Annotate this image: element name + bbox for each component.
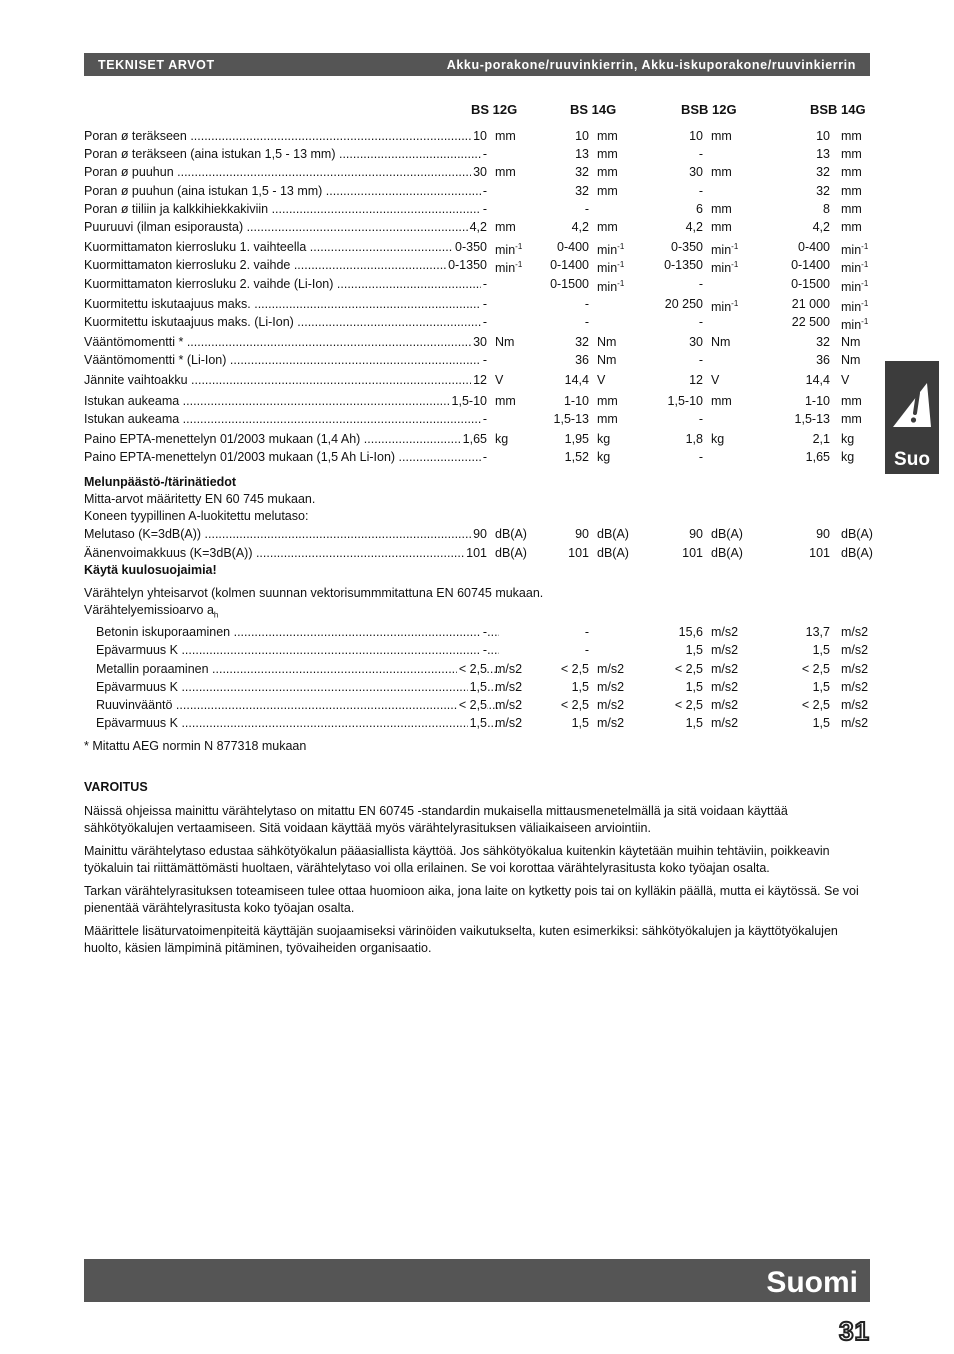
spec-value: 14,4 — [564, 373, 589, 388]
spec-value: 4,2 — [571, 219, 589, 234]
spec-unit: Nm — [841, 335, 861, 350]
spec-unit: mm — [841, 393, 862, 408]
vibration-unit: m/s2 — [841, 679, 869, 694]
spec-value: - — [698, 450, 703, 465]
spec-row — [84, 371, 870, 389]
spec-unit: kg — [841, 450, 855, 465]
noise-value: 101 — [809, 545, 830, 560]
vibration-unit: m/s2 — [841, 716, 869, 731]
spec-value: 1,65 — [805, 450, 830, 465]
noise-row — [84, 544, 873, 562]
spec-value: 0-1350 — [448, 258, 487, 273]
spec-value: 30 — [689, 165, 703, 180]
spec-unit-base: min — [597, 279, 618, 294]
spec-value: 1-10 — [563, 393, 589, 408]
spec-unit-base: min — [597, 243, 618, 258]
spec-unit: V — [495, 373, 504, 388]
vibration-value: - — [584, 643, 589, 658]
vibration-line-2 — [84, 602, 870, 624]
noise-label: Melutaso (K=3dB(A)) ..... — [84, 526, 487, 542]
spec-unit: Nm — [711, 335, 731, 350]
spec-label: Vääntömomentti * ..... — [84, 334, 487, 350]
spec-value: - — [584, 296, 589, 311]
vibration-row — [84, 660, 870, 678]
spec-unit-exponent: -1 — [731, 242, 739, 252]
vibration-row — [84, 714, 870, 732]
spec-unit: mm — [597, 393, 618, 408]
spec-value: 0-350 — [671, 240, 703, 255]
spec-label: Vääntömomentti * (Li-Ion) ..... — [84, 352, 487, 368]
spec-unit: mm — [711, 129, 732, 143]
noise-unit: dB(A) — [495, 527, 527, 542]
spec-row — [84, 448, 870, 466]
noise-unit: dB(A) — [495, 545, 527, 560]
vibration-value: < 2,5 — [674, 661, 703, 676]
spec-row — [84, 313, 870, 331]
vibration-unit: m/s2 — [841, 661, 869, 676]
spec-unit — [841, 276, 868, 295]
model-header-bs12g: BS 12G — [471, 102, 518, 117]
spec-unit: mm — [711, 201, 732, 216]
spec-unit-exponent: -1 — [861, 316, 869, 326]
noise-value: 101 — [568, 545, 589, 560]
spec-value: 12 — [473, 373, 487, 388]
vibration-unit: m/s2 — [597, 716, 625, 731]
hearing-protection-note: Käytä kuulosuojaimia! — [84, 562, 217, 577]
spec-row — [84, 238, 870, 256]
spec-value: - — [482, 314, 487, 329]
spec-value: 10 — [473, 129, 487, 143]
spec-unit: Nm — [841, 353, 861, 368]
spec-label: Poran ø teräkseen (aina istukan 1,5 - 13 mm) ..... — [84, 146, 487, 162]
spec-unit: mm — [841, 201, 862, 216]
noise-value: 90 — [473, 527, 487, 542]
spec-unit: mm — [841, 129, 862, 143]
spec-value: 1,52 — [564, 450, 589, 465]
noise-unit: dB(A) — [841, 545, 873, 560]
spec-row — [84, 333, 870, 351]
spec-value: 21 000 — [791, 296, 830, 311]
vibration-row — [84, 696, 870, 714]
spec-label: Poran ø puuhun (aina istukan 1,5 - 13 mm) ..... — [84, 183, 487, 199]
spec-value: - — [698, 353, 703, 368]
spec-value: 1,5-10 — [667, 393, 703, 408]
spec-value: 32 — [816, 335, 830, 350]
spec-value: 32 — [816, 165, 830, 180]
spec-unit-exponent: -1 — [515, 242, 523, 252]
noise-label: Äänenvoimakkuus (K=3dB(A)) ..... — [84, 545, 487, 561]
vibration-line-1: Värähtelyn yhteisarvot (kolmen suunnan vektorisummmitattuna EN 60745 mukaan. — [84, 585, 544, 600]
vibration-value: 1,5 — [812, 643, 830, 658]
vibration-row — [84, 678, 870, 696]
spec-unit: kg — [495, 432, 509, 446]
spec-value: 1-10 — [804, 393, 830, 408]
vibration-label: Metallin poraaminen ..... — [84, 661, 499, 677]
spec-value: 13 — [575, 147, 589, 162]
spec-value: 2,1 — [812, 432, 830, 446]
spec-value: 1,95 — [564, 432, 589, 446]
spec-label: Kuormittamaton kierrosluku 2. vaihde (Li-Ion) ..... — [84, 276, 487, 292]
vibration-value: 13,7 — [805, 625, 830, 640]
warning-paragraph-2: Mainittu värähtelytaso edustaa sähkötyökalun pääasiallista käyttöä. Jos sähkötyökalua kuitenkin käytetään muihin tehtäviin, poikkeavin työkaluin tai riittämättömästi huoltaen, värähtelytaso voi olla erilainen. Se voi korottaa värähtelyrasitusta koko työajan osalta. — [84, 844, 830, 875]
spec-value: - — [482, 147, 487, 162]
spec-value: 0-1500 — [550, 276, 589, 291]
spec-value: 4,2 — [685, 219, 703, 234]
vibration-value: < 2,5 — [801, 661, 830, 676]
vibration-unit: m/s2 — [711, 716, 739, 731]
vibration-label: Epävarmuus K ..... — [84, 679, 499, 695]
spec-label: Istukan aukeama ..... — [84, 411, 487, 427]
vibration-unit: m/s2 — [495, 679, 523, 694]
vibration-unit: m/s2 — [711, 625, 739, 640]
spec-row — [84, 163, 870, 181]
spec-row — [84, 295, 870, 313]
spec-value: 30 — [473, 165, 487, 180]
spec-unit-base: min — [711, 243, 732, 258]
spec-value: 1,5-10 — [451, 393, 487, 408]
spec-unit: Nm — [597, 335, 617, 350]
vibration-value: < 2,5 — [458, 698, 487, 712]
vibration-value: - — [584, 625, 589, 640]
vibration-unit: m/s2 — [841, 698, 869, 712]
spec-unit-exponent: -1 — [731, 298, 739, 308]
spec-value: 10 — [689, 129, 703, 143]
spec-label: Istukan aukeama ..... — [84, 393, 487, 409]
noise-value: 90 — [575, 527, 589, 542]
spec-table — [84, 127, 870, 466]
spec-unit: mm — [495, 219, 516, 234]
spec-sheet — [84, 127, 873, 755]
spec-unit: mm — [841, 183, 862, 198]
spec-row — [84, 127, 870, 145]
spec-unit-base: min — [495, 243, 516, 258]
spec-value: 4,2 — [469, 219, 487, 234]
warning-paragraph-4: Määrittele lisäturvatoimenpiteitä käyttäjän suojaamiseksi värinöiden vaikutukselta, kuten esimerkiksi: sähkötyökalujen ja käyttötyökalujen huolto, käsien lämpiminä pitäminen, työvaiheiden organisaatio. — [84, 924, 838, 955]
vibration-value: 15,6 — [678, 625, 703, 640]
vibration-value: < 2,5 — [674, 698, 703, 712]
spec-row — [84, 145, 870, 163]
spec-unit-exponent: -1 — [861, 260, 869, 270]
vibration-row — [84, 641, 870, 659]
spec-value: 30 — [689, 335, 703, 350]
spec-unit-exponent: -1 — [617, 242, 625, 252]
spec-unit-exponent: -1 — [731, 260, 739, 270]
side-tab-label: Suo — [894, 449, 930, 470]
spec-unit: mm — [597, 219, 618, 234]
header-right: Akku-porakone/ruuvinkierrin, Akku-iskuporakone/ruuvinkierrin — [446, 57, 856, 72]
spec-unit: kg — [841, 432, 855, 446]
spec-value: 13 — [816, 147, 830, 162]
spec-value: - — [698, 314, 703, 329]
spec-value: - — [698, 147, 703, 162]
vibration-unit: m/s2 — [841, 625, 869, 640]
vibration-unit: m/s2 — [495, 698, 523, 712]
spec-unit — [841, 314, 868, 333]
spec-value: 0-1400 — [550, 258, 589, 273]
spec-unit-base: min — [841, 279, 862, 294]
spec-unit-base: min — [711, 261, 732, 276]
vibration-unit: m/s2 — [711, 643, 739, 658]
spec-value: - — [584, 201, 589, 216]
spec-value: 1,8 — [685, 432, 703, 446]
model-header-bs14g: BS 14G — [570, 102, 617, 117]
vibration-value: 1,5 — [469, 679, 487, 694]
spec-value: 0-400 — [798, 240, 830, 255]
footer-language-bar — [84, 1259, 870, 1302]
spec-unit: mm — [597, 147, 618, 162]
noise-line-2: Koneen tyypillinen A-luokitettu melutaso: — [84, 509, 309, 524]
noise-value: 101 — [682, 545, 703, 560]
header-left: TEKNISET ARVOT — [98, 57, 215, 72]
spec-unit-base: min — [495, 261, 516, 276]
noise-unit: dB(A) — [711, 545, 743, 560]
vibration-subscript: h — [213, 610, 219, 620]
vibration-label: Epävarmuus K ..... — [84, 715, 499, 731]
vibration-unit: m/s2 — [597, 698, 625, 712]
noise-unit: dB(A) — [597, 545, 629, 560]
spec-value: 14,4 — [805, 373, 830, 388]
spec-row — [84, 256, 870, 274]
spec-unit: mm — [841, 147, 862, 162]
vibration-label: Betonin iskuporaaminen ..... — [84, 624, 499, 640]
spec-row — [84, 200, 870, 218]
spec-value: 8 — [823, 201, 830, 216]
spec-value: - — [482, 353, 487, 368]
spec-row — [84, 218, 870, 236]
spec-row — [84, 392, 870, 410]
spec-unit-exponent: -1 — [617, 260, 625, 270]
noise-table — [84, 525, 873, 561]
vibration-value: 1,5 — [469, 716, 487, 731]
spec-row — [84, 182, 870, 200]
vibration-value: 1,5 — [685, 679, 703, 694]
spec-unit-exponent: -1 — [861, 298, 869, 308]
spec-unit: kg — [597, 432, 611, 446]
spec-unit: V — [711, 373, 720, 388]
vibration-emission-label: Värähtelyemissioarvo a — [84, 602, 214, 617]
noise-unit: dB(A) — [711, 527, 743, 542]
spec-unit: mm — [711, 165, 732, 180]
spec-unit: V — [597, 373, 606, 388]
noise-value: 101 — [466, 545, 487, 560]
spec-value: - — [482, 276, 487, 291]
vibration-label: Epävarmuus K ..... — [84, 642, 499, 658]
spec-label: Kuormittamaton kierrosluku 1. vaihteella ..... — [84, 239, 487, 255]
vibration-value: 1,5 — [685, 716, 703, 731]
spec-label: Poran ø tiiliin ja kalkkihiekkakiviin ..... — [84, 201, 487, 217]
vibration-unit: m/s2 — [495, 661, 523, 676]
vibration-unit: m/s2 — [711, 679, 739, 694]
spec-unit: mm — [495, 393, 516, 408]
spec-unit-base: min — [711, 299, 732, 314]
spec-label: Poran ø teräkseen ..... — [84, 128, 487, 144]
vibration-label: Ruuvinvääntö ..... — [84, 697, 499, 713]
spec-value: 0-1500 — [791, 276, 830, 291]
vibration-unit: m/s2 — [597, 661, 625, 676]
spec-label: Jännite vaihtoakku ..... — [84, 372, 487, 388]
vibration-unit: m/s2 — [711, 698, 739, 712]
warning-triangle-icon — [891, 381, 933, 429]
spec-value: 30 — [473, 335, 487, 350]
spec-value: 32 — [575, 165, 589, 180]
spec-unit: mm — [841, 165, 862, 180]
spec-value: 32 — [816, 183, 830, 198]
vibration-value: 1,5 — [571, 716, 589, 731]
vibration-table — [84, 623, 870, 732]
spec-value: - — [482, 201, 487, 216]
spec-row — [84, 410, 870, 428]
spec-value: 22 500 — [791, 314, 830, 329]
spec-unit: Nm — [597, 353, 617, 368]
vibration-value: - — [482, 625, 487, 640]
noise-title: Melunpäästö-/tärinätiedot — [84, 475, 237, 490]
spec-value: - — [482, 411, 487, 426]
spec-value: 1,65 — [462, 432, 487, 446]
spec-value: 1,5-13 — [553, 411, 589, 426]
spec-label: Paino EPTA-menettelyn 01/2003 mukaan (1,5 Ah Li-Ion) ..... — [84, 449, 487, 465]
spec-value: - — [482, 450, 487, 465]
spec-value: 0-1400 — [791, 258, 830, 273]
spec-label: Kuormitettu iskutaajuus maks. (Li-Ion) ..... — [84, 314, 487, 330]
footnote: * Mitattu AEG normin N 877318 mukaan — [84, 739, 307, 754]
vibration-value: < 2,5 — [560, 698, 589, 712]
spec-value: 4,2 — [812, 219, 830, 234]
spec-value: 1,5-13 — [794, 411, 830, 426]
spec-value: 32 — [575, 183, 589, 198]
vibration-value: - — [482, 643, 487, 658]
noise-line-1: Mitta-arvot määritetty EN 60 745 mukaan. — [84, 492, 316, 507]
warning-paragraph-3: Tarkan värähtelyrasituksen toteamiseen tulee ottaa huomioon aika, jona laite on kytketty pois tai on kylläkin päällä, mutta ei käytössä. Se voi pienentää värähtelyrasitusta koko työajan osalta. — [84, 884, 859, 915]
spec-value: - — [482, 183, 487, 198]
spec-unit-base: min — [841, 299, 862, 314]
vibration-unit: m/s2 — [841, 643, 869, 658]
spec-value: - — [482, 296, 487, 311]
spec-row — [84, 430, 870, 448]
warning-paragraph-1: Näissä ohjeissa mainittu värähtelytaso on mitattu EN 60745 -standardin mukaisella mittausmenetelmällä ja sitä voidaan käyttää sähkötyökalujen vertaamiseen. Sitä voidaan käyttää myös värähtelyrasituksen väliaikaiseen arviointiin. — [84, 804, 788, 835]
spec-unit: mm — [841, 411, 862, 426]
spec-unit: mm — [597, 411, 618, 426]
spec-unit-exponent: -1 — [861, 278, 869, 288]
spec-unit: Nm — [495, 335, 515, 350]
vibration-unit: m/s2 — [495, 716, 523, 731]
spec-value: - — [698, 411, 703, 426]
vibration-value: 1,5 — [571, 679, 589, 694]
warning-section — [84, 779, 870, 963]
spec-unit-base: min — [597, 261, 618, 276]
spec-value: - — [584, 314, 589, 329]
spec-unit: mm — [597, 183, 618, 198]
spec-value: 6 — [696, 201, 703, 216]
spec-unit: V — [841, 373, 850, 388]
model-header-bsb12g: BSB 12G — [681, 102, 737, 117]
page-number: 31 — [839, 1316, 870, 1346]
spec-unit-base: min — [841, 261, 862, 276]
spec-unit — [597, 276, 624, 295]
spec-value: 0-400 — [557, 240, 589, 255]
vibration-value: 1,5 — [812, 679, 830, 694]
spec-value: 32 — [575, 335, 589, 350]
spec-unit: kg — [711, 432, 725, 446]
vibration-unit: m/s2 — [597, 679, 625, 694]
spec-value: 20 250 — [664, 296, 703, 311]
noise-value: 90 — [689, 527, 703, 542]
spec-value: 0-1350 — [664, 258, 703, 273]
spec-unit-base: min — [841, 318, 862, 333]
spec-row — [84, 275, 870, 293]
spec-label: Kuormittamaton kierrosluku 2. vaihde ..... — [84, 257, 487, 273]
footer-language: Suomi — [766, 1266, 858, 1299]
warning-title: VAROITUS — [84, 780, 148, 794]
vibration-unit: m/s2 — [711, 661, 739, 676]
spec-unit-base: min — [841, 243, 862, 258]
spec-unit: mm — [495, 165, 516, 180]
spec-unit: mm — [597, 129, 618, 143]
spec-unit: mm — [841, 219, 862, 234]
noise-unit: dB(A) — [841, 527, 873, 542]
spec-unit: mm — [597, 165, 618, 180]
spec-unit: mm — [711, 219, 732, 234]
spec-label: Paino EPTA-menettelyn 01/2003 mukaan (1,4 Ah) ..... — [84, 431, 487, 447]
spec-value: - — [698, 276, 703, 291]
vibration-value: 1,5 — [685, 643, 703, 658]
spec-unit-exponent: -1 — [515, 260, 523, 270]
spec-value: 12 — [689, 373, 703, 388]
spec-unit-exponent: -1 — [861, 242, 869, 252]
spec-unit-exponent: -1 — [617, 278, 625, 288]
spec-row — [84, 351, 870, 369]
vibration-value: < 2,5 — [458, 661, 487, 676]
spec-value: 0-350 — [455, 240, 487, 255]
vibration-value: < 2,5 — [801, 698, 830, 712]
spec-label: Puuruuvi (ilman esiporausta) ..... — [84, 219, 487, 235]
model-header-bsb14g: BSB 14G — [810, 102, 866, 117]
language-side-tab — [885, 361, 939, 474]
section-header — [84, 53, 870, 76]
spec-value: - — [698, 183, 703, 198]
spec-unit: kg — [597, 450, 611, 465]
spec-value: 36 — [816, 353, 830, 368]
spec-value: 10 — [816, 129, 830, 143]
noise-row — [84, 525, 873, 543]
spec-value: 36 — [575, 353, 589, 368]
noise-unit: dB(A) — [597, 527, 629, 542]
spec-label: Poran ø puuhun ..... — [84, 164, 487, 180]
spec-label: Kuormitettu iskutaajuus maks. ..... — [84, 296, 487, 312]
vibration-value: 1,5 — [812, 716, 830, 731]
vibration-row — [84, 623, 870, 641]
spec-unit: mm — [495, 129, 516, 143]
spec-value: 10 — [575, 129, 589, 143]
noise-value: 90 — [816, 527, 830, 542]
spec-unit: mm — [711, 393, 732, 408]
vibration-value: < 2,5 — [560, 661, 589, 676]
